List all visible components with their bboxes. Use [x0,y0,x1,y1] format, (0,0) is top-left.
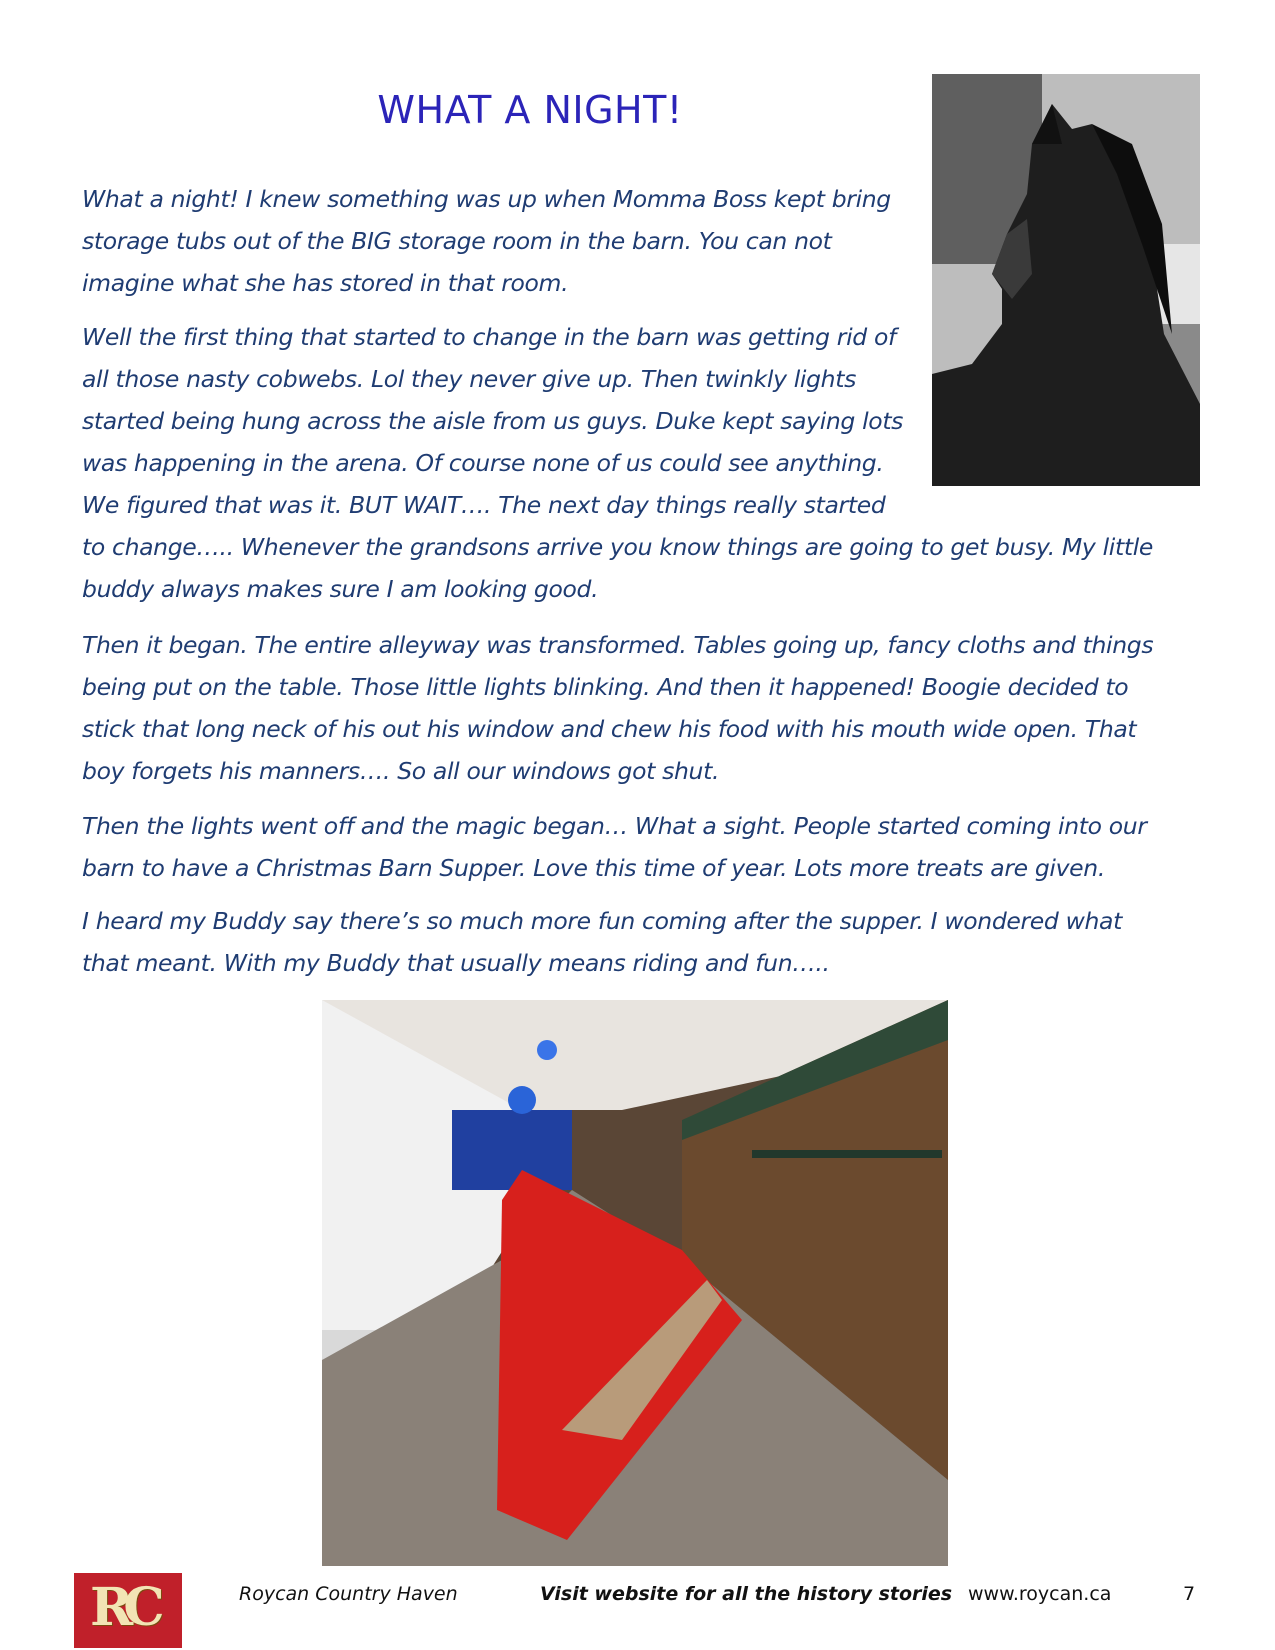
paragraph-2: Well the first thing that started to change in the barn was getting rid of all those nasty cobwebs. Lol they never give up. Then twinkly lights started being hung across the aisle from us guys. Duke kept saying lots was happening in the arena. Of course none of us could see anything. We figured that was it. BUT WAIT…. The next day things really started to change….. Whenever the grandsons arrive you know things are going to get busy. My little buddy always makes sure I am looking good. [82,323,1153,603]
footer-website-link[interactable]: www.roycan.ca [968,1583,1112,1605]
paragraph-3: Then it began. The entire alleyway was transformed. Tables going up, fancy cloths and things being put on the table. Those little lights blinking. And then it happened! Boogie decided to stick that long neck of his out his window and chew his food with his mouth wide open. That boy forgets his manners…. So all our windows got shut. [82,631,1154,785]
barn-supper-photo [322,1000,948,1566]
logo-letters: RC [90,1577,155,1638]
paragraph-4: Then the lights went off and the magic began… What a sight. People started coming into our barn to have a Christmas Barn Supper. Love this time of year. Lots more treats are given. [82,812,1147,882]
page-title: WHAT A NIGHT! [377,88,683,132]
horse-photo [932,74,1200,486]
footer-org-name: Roycan Country Haven [239,1583,458,1605]
paragraph-1: What a night! I knew something was up when Momma Boss kept bring storage tubs out of the BIG storage room in the barn. You can not imagine what she has stored in that room. [82,185,891,297]
footer-visit-note: Visit website for all the history stories [540,1583,953,1605]
paragraph-5: I heard my Buddy say there’s so much more fun coming after the supper. I wondered what that meant. With my Buddy that usually means riding and fun….. [82,907,1122,977]
roycan-logo [74,1573,182,1648]
page-number: 7 [1183,1583,1196,1605]
